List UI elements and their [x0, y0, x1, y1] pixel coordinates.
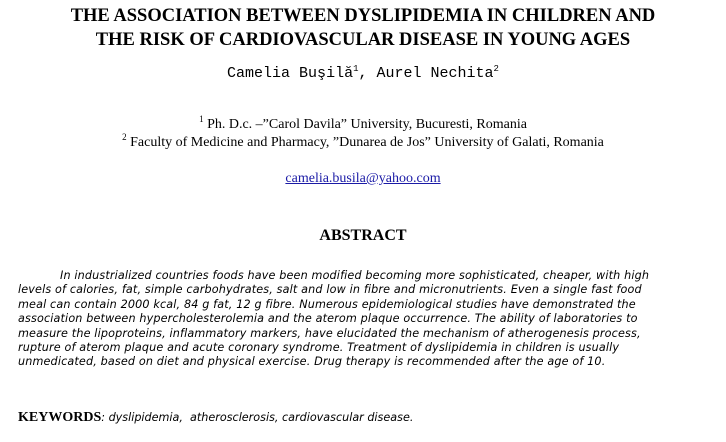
abstract-body — [18, 269, 708, 370]
keywords — [18, 409, 708, 427]
abstract-line: rupture of aterom plaque and acute coronary syndrome. Treatment of dyslipidemia in children is usually — [18, 341, 620, 355]
title-line: THE RISK OF CARDIOVASCULAR DISEASE IN YOUNG AGES — [95, 30, 631, 50]
author-name: Camelia Buşilă — [227, 65, 354, 82]
author-separator: , — [358, 65, 377, 82]
author-affiliation-mark: 1 — [353, 64, 359, 74]
affiliation-mark: 1 — [199, 114, 204, 124]
affiliation-mark: 2 — [122, 132, 127, 142]
contact-email-row — [0, 170, 726, 188]
paper-title — [0, 4, 726, 52]
abstract-line: levels of calories, fat, simple carbohydrates, salt and low in fibre and micronutrients. Even a single fast food — [18, 283, 642, 297]
author-name: Aurel Nechita — [376, 65, 494, 82]
keywords-separator: : — [101, 411, 109, 424]
affiliation-1 — [0, 116, 726, 134]
abstract-line: meal can contain 2000 kcal, 84 g fat, 12 g fibre. Numerous epidemiological studies have demonstrated the — [18, 297, 636, 311]
author-list — [0, 64, 726, 84]
abstract-line: unmedicated, based on diet and physical exercise. Drug therapy is recommended after the age of 10. — [18, 355, 606, 369]
affiliation-text: Faculty of Medicine and Pharmacy, ”Dunarea de Jos” University of Galati, Romania — [130, 135, 604, 150]
keywords-text: dyslipidemia, atherosclerosis, cardiovascular disease. — [108, 411, 414, 424]
abstract-line: In industrialized countries foods have been modified becoming more sophisticated, cheaper, with high — [60, 269, 650, 282]
title-line: THE ASSOCIATION BETWEEN DYSLIPIDEMIA IN CHILDREN AND — [70, 6, 656, 26]
affiliation-2 — [0, 134, 726, 152]
abstract-heading: ABSTRACT — [319, 227, 407, 244]
keywords-label: KEYWORDS — [18, 410, 102, 425]
abstract-line: measure the lipoproteins, inflammatory markers, have elucidated the mechanism of atherogenesis process, — [18, 326, 641, 340]
affiliation-text: Ph. D.c. –”Carol Davila” University, Bucuresti, Romania — [207, 117, 527, 132]
abstract-line: association between hypercholesterolemia and the aterom plaque occurrence. The ability of laboratories to — [18, 312, 638, 326]
contact-email-link[interactable]: camelia.busila@yahoo.com — [285, 171, 441, 186]
author-affiliation-mark: 2 — [493, 64, 499, 74]
